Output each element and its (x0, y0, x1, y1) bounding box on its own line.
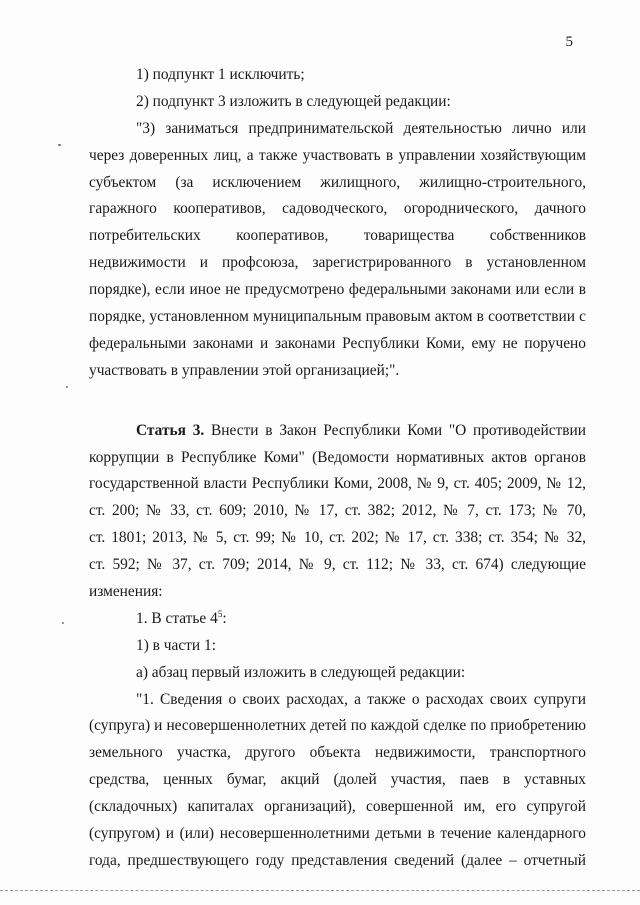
list-item: 2) подпункт 3 изложить в следующей редакции: (136, 92, 451, 110)
subitem: а) абзац первый изложить в следующей редакции: (136, 663, 466, 681)
paragraph-line: федеральными законами и законами Республики Коми, ему не поручено (89, 334, 586, 352)
page-bottom-edge (0, 890, 640, 891)
article-first-line (89, 418, 586, 445)
section-superscript: 5 (217, 608, 223, 619)
article-line: коррупции в Республике Коми" (Ведомости нормативных актов органов (89, 448, 586, 466)
paragraph-line: недвижимости и профсоюза, зарегистрированного в установленном (89, 254, 586, 272)
paragraph-line: участвовать в управлении этой организацией;". (89, 361, 400, 379)
section-heading-suffix: : (222, 609, 227, 627)
paragraph-line: (супруга) и несовершеннолетних детей по каждой сделке по приобретению (89, 717, 586, 735)
page-number: 5 (565, 34, 573, 50)
paragraph-line: (супругом) и (или) несовершеннолетними детьми в течение календарного (89, 825, 586, 843)
section-heading-text: 1. В статье 4 (136, 609, 218, 627)
article-heading: Статья 3. (136, 421, 205, 439)
list-item: 1) подпункт 1 исключить; (136, 66, 305, 83)
article-line: ст. 1801; 2013, № 5, ст. 99; № 10, ст. 202; № 17, ст. 338; ст. 354; № 32, (89, 529, 586, 547)
paragraph-line: (складочных) капиталах организаций), совершенной им, его супругой (89, 798, 586, 816)
paragraph-line: через доверенных лиц, а также участвовать в управлении хозяйствующим (89, 146, 586, 164)
article-line: ст. 592; № 37, ст. 709; 2014, № 9, ст. 112; № 33, ст. 674) следующие (89, 556, 586, 574)
quoted-paragraph-subitem-3 (89, 116, 586, 385)
paragraph-gap (89, 385, 586, 418)
paragraph-line: гаражного кооперативов, садоводческого, огороднического, дачного (89, 200, 586, 218)
scan-speck (66, 386, 68, 388)
paragraph-line: субъектом (за исключением жилищного, жилищно-строительного, (89, 173, 586, 191)
article-line: изменения: (89, 583, 163, 601)
section-heading (89, 606, 586, 633)
paragraph-line: порядке), если иное не предусмотрено федеральными законами или если в (89, 281, 586, 299)
paragraph-line: порядке, установленном муниципальным правовым актом в соответствии с (89, 308, 586, 326)
paragraph-line: средства, ценных бумаг, акций (долей участия, паев в уставных (89, 771, 586, 789)
subitem: 1) в части 1: (136, 636, 216, 654)
article-line: государственной власти Республики Коми, 2008, № 9, ст. 405; 2009, № 12, (89, 475, 586, 493)
article-3 (89, 418, 586, 606)
document-body (89, 62, 586, 875)
paragraph-line: года, предшествующего году представления сведений (далее – отчетный (89, 851, 586, 869)
paragraph-line: потребительских кооперативов, товарищества собственников (89, 227, 586, 245)
scan-speck (62, 622, 64, 624)
paragraph-line: "1. Сведения о своих расходах, а также о расходах своих супруги (136, 690, 586, 708)
paragraph-line: "3) заниматься предпринимательской деятельностью лично или (136, 119, 586, 137)
paragraph-line: земельного участка, другого объекта недвижимости, транспортного (89, 744, 586, 762)
scan-speck (58, 144, 61, 146)
article-line: ст. 200; № 33, ст. 609; 2010, № 17, ст. 382; 2012, № 7, ст. 173; № 70, (89, 502, 586, 520)
article-text: Внести в Закон Республики Коми "О противодействии (204, 421, 586, 439)
quoted-paragraph-part-1 (89, 687, 586, 875)
